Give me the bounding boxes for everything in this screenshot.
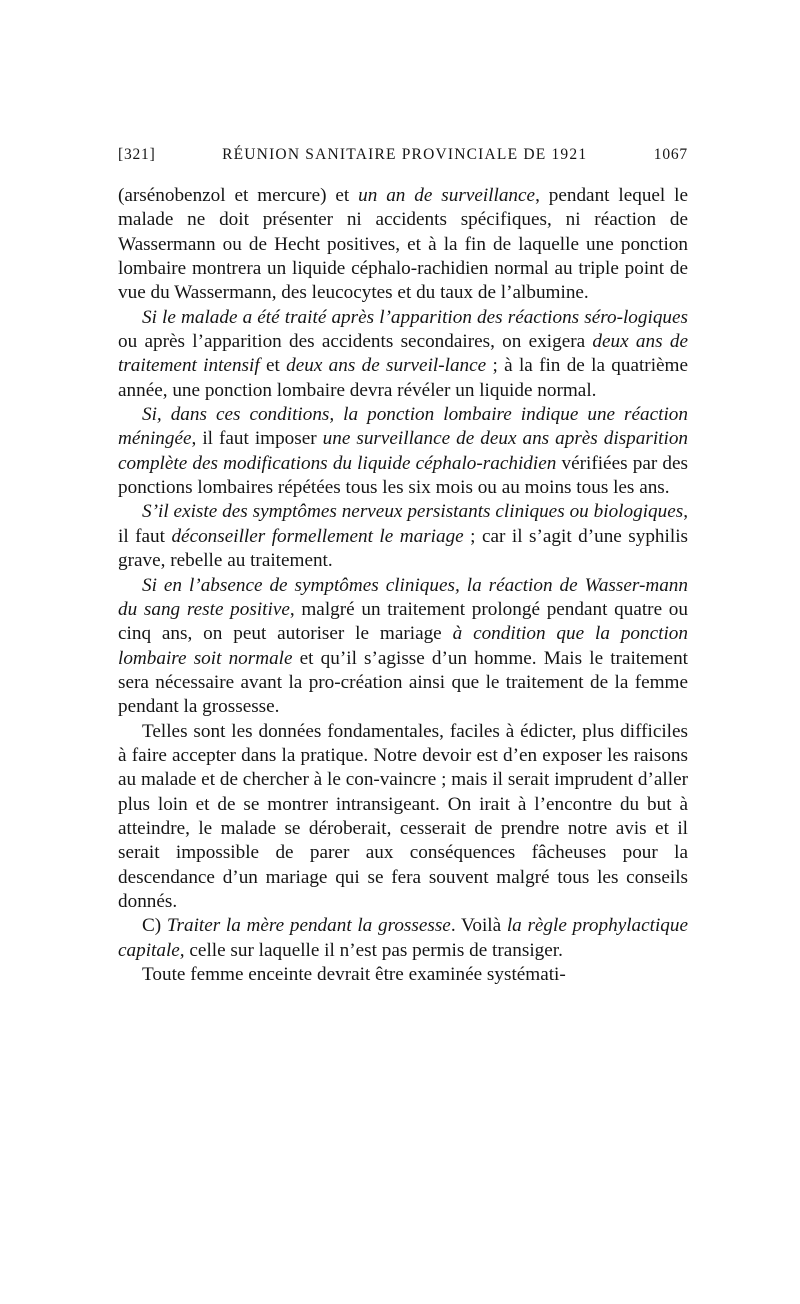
running-title: RÉUNION SANITAIRE PROVINCIALE DE 1921 xyxy=(222,146,588,163)
italic-run: deux ans de traitement intensif xyxy=(118,331,688,377)
running-header xyxy=(118,146,688,170)
paragraph xyxy=(118,574,688,720)
page-number: 1067 xyxy=(653,146,688,163)
text-run: ; car il s’agit d’une syphilis grave, rebelle au traitement. xyxy=(118,525,688,572)
text-run: C) xyxy=(142,915,167,937)
text-run: . Voilà xyxy=(450,915,507,937)
text-run: et qu’il s’agisse d’un homme. Mais le traitement sera nécessaire avant la pro-création ainsi que le traitement de la femme pendant la grossesse. xyxy=(118,647,689,718)
italic-run: Si, dans ces conditions, la ponction lombaire indique une réaction méningée xyxy=(118,404,688,450)
paragraph xyxy=(118,720,688,915)
text-run: , il faut xyxy=(118,501,688,547)
document-page xyxy=(118,146,688,987)
paragraph xyxy=(118,500,688,573)
paragraph xyxy=(118,306,688,403)
text-run: Toute femme enceinte devrait être examinée systémati- xyxy=(142,964,566,985)
italic-run: Si en l’absence de symptômes cliniques, la réaction de Wasser-mann du sang reste positive xyxy=(118,574,688,620)
text-run: celle sur laquelle il n’est pas permis de transiger. xyxy=(184,939,563,961)
italic-run: à condition que la ponction lombaire soit normale xyxy=(118,623,688,669)
body-text xyxy=(118,184,688,987)
text-run: et xyxy=(259,355,287,377)
paragraph xyxy=(118,963,688,987)
italic-run: S’il existe des symptômes nerveux persistants cliniques ou biologiques xyxy=(142,501,684,523)
italic-run: déconseiller formellement le mariage xyxy=(171,525,464,547)
text-run: , il faut imposer xyxy=(191,428,323,450)
italic-run: deux ans de surveil-lance xyxy=(286,355,487,377)
text-run: (arsénobenzol et mercure) et xyxy=(118,185,359,206)
text-run: ; à la fin de la quatrième année, une ponction lombaire devra révéler un liquide normal. xyxy=(118,355,688,401)
text-run: ou après l’apparition des accidents secondaires, on exigera xyxy=(118,331,593,353)
italic-run: Traiter la mère pendant la grossesse xyxy=(166,915,451,937)
text-run: , pendant lequel le malade ne doit présenter ni accidents spécifiques, ni réaction de Wassermann ou de Hecht positives, et à la fin de laquelle une ponction lombaire montrera un liquide céphalo-rachidien normal au triple point de vue du Wassermann, des leucocytes et du taux de l’albumine. xyxy=(118,185,689,304)
paragraph xyxy=(118,184,688,306)
section-marker: [321] xyxy=(118,146,156,163)
text-run: Telles sont les données fondamentales, faciles à édicter, plus difficiles à faire accepter dans la pratique. Notre devoir est d’en exposer les raisons au malade et de chercher à le con-vaincre ; mais il serait imprudent d’aller plus loin et de se montrer intransigeant. On irait à l’encontre du but à atteindre, le malade se déroberait, cesserait de prendre notre avis et il serait impossible de parer aux conséquences fâcheuses pour la descendance d’un mariage qui se fera souvent malgré tous les conseils donnés. xyxy=(118,720,688,912)
text-run: vérifiées par des ponctions lombaires répétées tous les six mois ou au moins tous les ans. xyxy=(118,452,688,499)
italic-run: un an de surveillance xyxy=(358,185,536,206)
text-run: , malgré un traitement prolongé pendant quatre ou cinq ans, on peut autoriser le mariage xyxy=(118,598,688,645)
italic-run: une surveillance de deux ans après disparition complète des modifications du liquide céphalo-rachidien xyxy=(118,428,689,474)
paragraph xyxy=(118,914,688,963)
italic-run: Si le malade a été traité après l’apparition des réactions séro-logiques xyxy=(142,306,688,328)
paragraph xyxy=(118,403,688,500)
italic-run: la règle prophylactique capitale, xyxy=(118,915,689,961)
